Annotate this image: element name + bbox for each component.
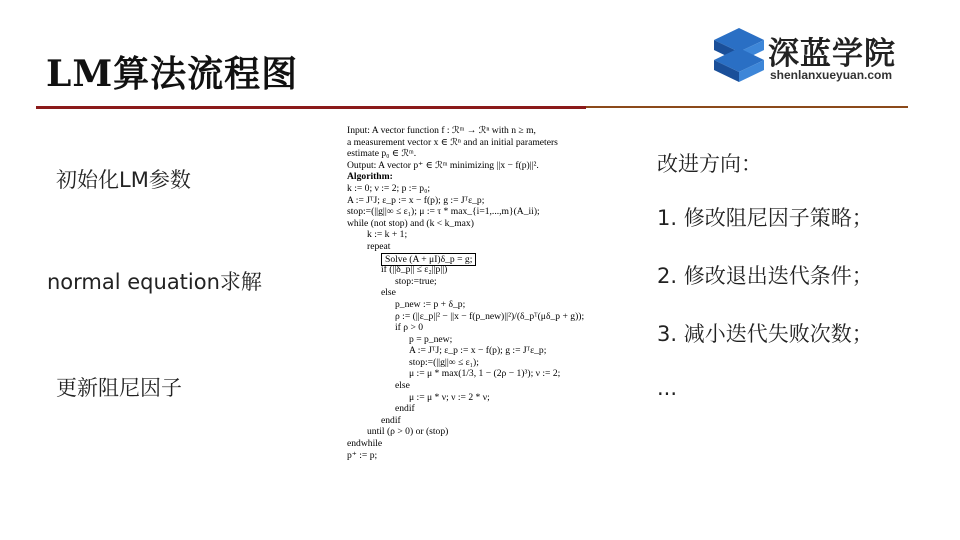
improvements-panel	[657, 148, 873, 434]
algo-line: A := JᵀJ; ε_p := x − f(p); g := Jᵀε_p;	[347, 194, 485, 206]
algo-line: a measurement vector x ∈ ℛⁿ and an initial parameters	[347, 136, 558, 148]
label-update-damping: 更新阻尼因子	[56, 376, 182, 400]
title-underline-left	[36, 106, 586, 109]
algo-line: repeat	[367, 240, 391, 252]
logo-mark-icon	[712, 26, 766, 84]
algorithm-block	[347, 125, 637, 461]
logo-text-cn: 深蓝学院	[768, 36, 896, 72]
improvement-item: 1. 修改阻尼因子策略；	[657, 206, 873, 230]
algo-line: stop:=(||g||∞ ≤ ε₁);	[409, 356, 479, 368]
algo-line: k := 0; ν := 2; p := p₀;	[347, 182, 431, 194]
algo-line: endif	[381, 414, 401, 426]
improvement-item: 2. 修改退出迭代条件；	[657, 264, 873, 288]
algo-line: A := JᵀJ; ε_p := x − f(p); g := Jᵀε_p;	[409, 345, 547, 357]
algo-line: Output: A vector p⁺ ∈ ℛᵐ minimizing ||x − f(p)||².	[347, 159, 539, 171]
algo-line: stop:=(||g||∞ ≤ ε₁); μ := τ * max_{i=1,...,m}(A_ii);	[347, 206, 540, 218]
algo-line: Input: A vector function f : ℛᵐ → ℛⁿ with n ≥ m,	[347, 125, 536, 136]
algo-line: ρ := (||ε_p||² − ||x − f(p_new)||²)/(δ_pᵀ(μδ_p + g));	[395, 310, 585, 322]
algo-line: p⁺ := p;	[347, 449, 378, 461]
title-underline-right	[586, 106, 908, 108]
algo-solve-box: Solve (A + μI)δ_p = g;	[381, 253, 476, 266]
improvement-item: 3. 减小迭代失败次数；	[657, 322, 873, 346]
algo-line: endif	[395, 403, 415, 415]
algo-line: p = p_new;	[409, 333, 453, 345]
improvements-header: 改进方向：	[657, 152, 762, 176]
label-init-params: 初始化LM参数	[56, 168, 191, 192]
algo-line: estimate p₀ ∈ ℛᵐ.	[347, 148, 417, 160]
algo-line: k := k + 1;	[367, 229, 408, 241]
algo-line: else	[381, 287, 396, 299]
algo-line: while (not stop) and (k < k_max)	[347, 217, 474, 229]
algo-line: p_new := p + δ_p;	[395, 298, 466, 310]
algo-line: endwhile	[347, 438, 383, 450]
algo-line: μ := μ * max(1/3, 1 − (2ρ − 1)³); ν := 2;	[409, 368, 561, 380]
algo-line: μ := μ * ν; ν := 2 * ν;	[409, 391, 490, 403]
improvement-item: ...	[657, 376, 678, 400]
algo-line: if (||δ_p|| ≤ ε₂||p||)	[381, 264, 448, 276]
logo	[712, 26, 912, 88]
slide-title: LM算法流程图	[46, 53, 299, 95]
algo-line: stop:=true;	[395, 275, 437, 287]
label-normal-equation: normal equation求解	[47, 270, 262, 294]
algo-line: else	[395, 380, 410, 392]
algo-line: Algorithm:	[347, 171, 393, 183]
algo-line: if ρ > 0	[395, 322, 424, 334]
algo-line: until (ρ > 0) or (stop)	[367, 426, 449, 438]
logo-text-en: shenlanxueyuan.com	[770, 68, 893, 82]
